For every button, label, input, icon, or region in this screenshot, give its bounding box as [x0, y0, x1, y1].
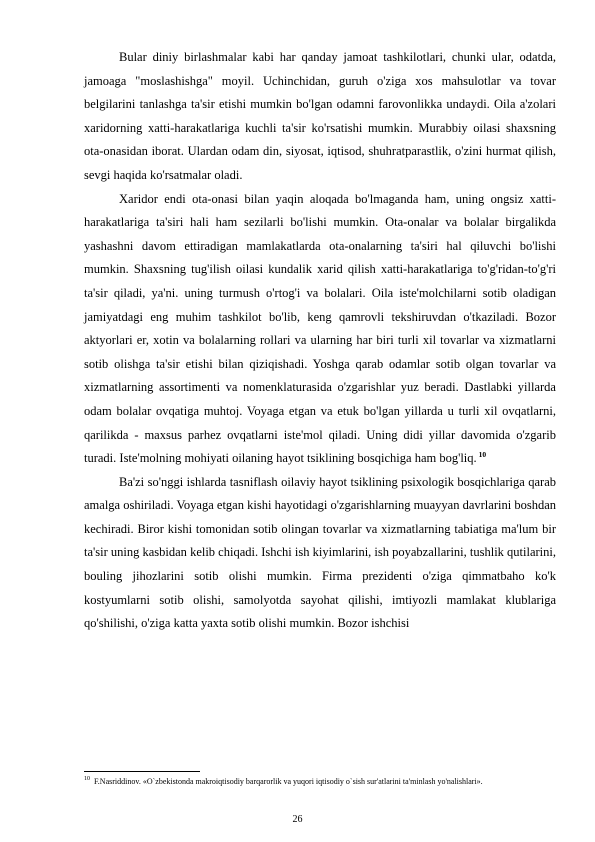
- paragraph-1: Bular diniy birlashmalar kabi har qanday jamoat tashkilotlari, chunki ular, odatda, jamoaga "moslashishga" moyil. Uchinchidan, guruh o'ziga xos mahsulotlar va tovar belgilarini tanlashga ta'sir etishi mumkin bo'lgan odamni farovonlikka undaydi. Oila a'zolari xaridorning xatti-harakatlariga kuchli ta'sir ko'rsatishi mumkin. Murabbiy oilasi shaxsning ota-onasidan iborat. Ulardan odam din, siyosat, iqtisod, shuhratparastlik, o'zini hurmat qilish, sevgi haqida ko'rsatmalar oladi.: [84, 50, 556, 182]
- footnote-text: F.Nasriddinov. «O`zbekistonda makroiqtisodiy barqarorlik va yuqori iqtisodiy o`sish sur'atlarini ta'minlash yo'nalishlari».: [94, 777, 483, 786]
- paragraph-2-text: Xaridor endi ota-onasi bilan yaqin aloqada bo'lmaganda ham, uning ongsiz xatti-harakatlariga ta'siri hali ham sezilarli bo'lishi mumkin. Ota-onalar va bolalar birgalikda yashashni davom ettiradigan mamlakatlarda ota-onalarning ta'siri hal qiluvchi bo'lishi mumkin. Shaxsning tug'ilish oilasi kundalik xarid qilish xatti-harakatlariga to'g'ridan-to'g'ri ta'sir qiladi, ya'ni. uning turmush o'rtog'i va bolalari. Oila iste'molchilarni sotib oladigan jamiyatdagi eng muhim tashkilot bo'lib, keng qamrovli tekshiruvdan o'tkaziladi. Bozor aktyorlari er, xotin va bolalarning rollari va ularning har biri turli xil tovarlar va xizmatlarni sotib olishga ta'sir etishi bilan qiziqishadi. Yoshga qarab odamlar sotib olgan tovarlar va xizmatlarning assortimenti va nomenklaturasida o'zgarishlar yuz beradi. Dastlabki yillarda odam bolalar ovqatiga muhtoj. Voyaga etgan va etuk bo'lgan yillarda u turli xil ovqatlarni, qarilikda - maxsus parhez ovqatlarni iste'mol qiladi. Uning didi yillar davomida o'zgarib turadi. Iste'molning mohiyati oilaning hayot tsiklining bosqichiga ham bog'liq.: [84, 191, 556, 466]
- paragraph-2: [84, 188, 556, 471]
- footnote-reference[interactable]: 10: [478, 449, 487, 459]
- paragraph-3: Ba'zi so'nggi ishlarda tasniflash oilaviy hayot tsiklining psixologik bosqichlariga qarab amalga oshiriladi. Voyaga etgan kishi hayotidagi o'zgarishlarning muayyan davrlarini boshdan kechiradi. Biror kishi tomonidan sotib olingan tovarlar va xizmatlarning tabiatiga ma'lum bir ta'sir uning kasbidan kelib chiqadi. Ishchi ish kiyimlarini, ish poyabzallarini, tushlik qutilarini, bouling jihozlarini sotib olishi mumkin. Firma prezidenti o'ziga qimmatbaho ko'k kostyumlarni sotib olishi, samolyotda sayohat qilishi, imtiyozli mamlakat klublariga qo'shilishi, o'ziga katta yaxta sotib olishi mumkin. Bozor ishchisi: [84, 474, 556, 631]
- footnote: [84, 772, 556, 791]
- document-body: [84, 46, 556, 636]
- page-number: 26: [292, 814, 303, 825]
- footnote-number: 10: [84, 776, 90, 783]
